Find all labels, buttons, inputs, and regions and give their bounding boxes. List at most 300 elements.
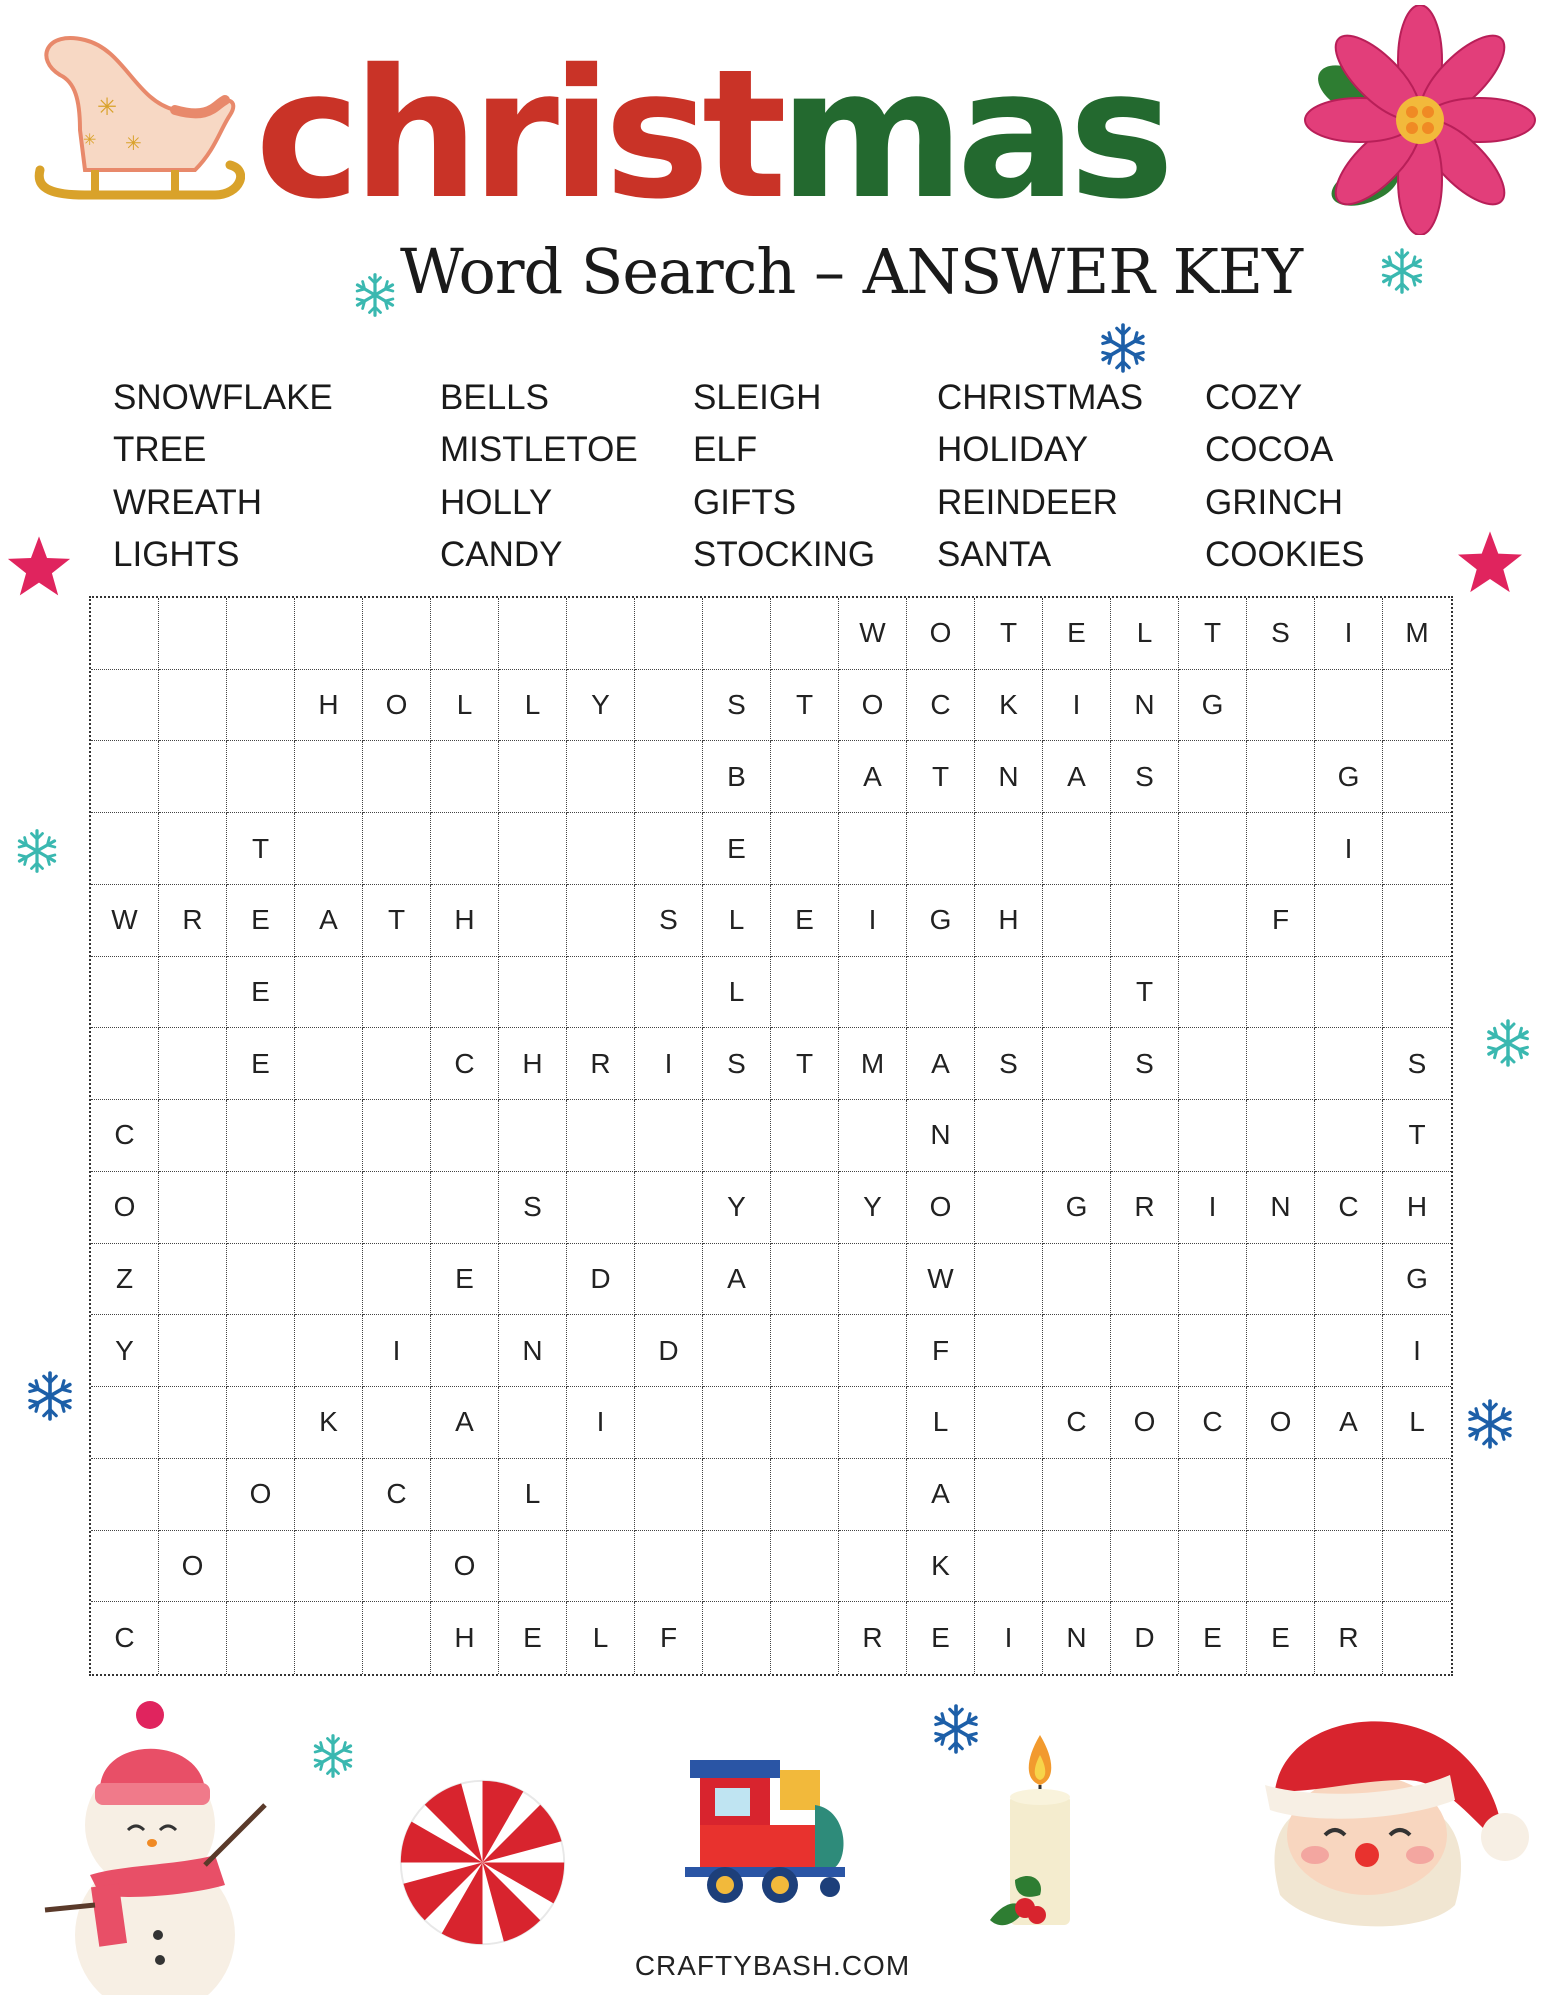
grid-cell — [1315, 1459, 1383, 1531]
grid-cell — [635, 1531, 703, 1603]
word-search-grid — [89, 596, 1453, 1676]
grid-cell: O — [1111, 1387, 1179, 1459]
grid-cell: C — [431, 1028, 499, 1100]
grid-cell — [159, 670, 227, 742]
grid-cell — [771, 1459, 839, 1531]
grid-cell: A — [839, 741, 907, 813]
grid-cell — [91, 598, 159, 670]
grid-cell — [1383, 670, 1451, 742]
grid-cell — [1247, 1459, 1315, 1531]
grid-cell: B — [703, 741, 771, 813]
grid-cell: R — [159, 885, 227, 957]
grid-cell — [1247, 1100, 1315, 1172]
grid-cell — [907, 813, 975, 885]
grid-cell: R — [839, 1602, 907, 1674]
grid-cell — [295, 1531, 363, 1603]
grid-cell — [1111, 885, 1179, 957]
word-list-item: COZY — [1205, 378, 1303, 417]
grid-cell — [771, 1387, 839, 1459]
grid-cell — [771, 741, 839, 813]
grid-cell — [839, 957, 907, 1029]
grid-cell — [975, 1531, 1043, 1603]
grid-cell: I — [363, 1315, 431, 1387]
grid-cell — [1247, 1244, 1315, 1316]
grid-cell: R — [1315, 1602, 1383, 1674]
grid-cell: K — [907, 1531, 975, 1603]
grid-cell — [635, 813, 703, 885]
grid-cell: E — [227, 1028, 295, 1100]
grid-cell: K — [975, 670, 1043, 742]
grid-cell — [295, 813, 363, 885]
grid-cell — [1111, 1244, 1179, 1316]
grid-cell — [1383, 813, 1451, 885]
grid-cell — [907, 957, 975, 1029]
grid-cell — [1179, 1100, 1247, 1172]
grid-cell: A — [295, 885, 363, 957]
grid-cell — [635, 1459, 703, 1531]
santa-face-icon — [1255, 1705, 1545, 1935]
grid-cell — [1179, 1315, 1247, 1387]
grid-cell — [159, 1244, 227, 1316]
grid-cell — [567, 1531, 635, 1603]
grid-cell — [227, 670, 295, 742]
grid-cell — [975, 957, 1043, 1029]
grid-cell: N — [1111, 670, 1179, 742]
grid-cell: O — [839, 670, 907, 742]
peppermint-candy-icon — [395, 1775, 570, 1950]
grid-cell — [1111, 1100, 1179, 1172]
grid-cell — [91, 741, 159, 813]
svg-text:✳: ✳ — [83, 132, 97, 149]
grid-cell: W — [839, 598, 907, 670]
grid-cell: M — [839, 1028, 907, 1100]
grid-cell — [771, 1315, 839, 1387]
grid-cell: Y — [839, 1172, 907, 1244]
grid-cell — [295, 1100, 363, 1172]
grid-cell — [1043, 1531, 1111, 1603]
grid-cell: I — [975, 1602, 1043, 1674]
grid-cell — [1043, 1100, 1111, 1172]
grid-cell — [1315, 1531, 1383, 1603]
grid-cell: I — [567, 1387, 635, 1459]
grid-cell — [771, 1100, 839, 1172]
grid-cell — [363, 598, 431, 670]
word-list-item: LIGHTS — [113, 535, 240, 574]
grid-cell: L — [431, 670, 499, 742]
grid-cell — [1043, 1028, 1111, 1100]
grid-cell — [1179, 1028, 1247, 1100]
grid-cell: S — [1247, 598, 1315, 670]
grid-cell: S — [1111, 741, 1179, 813]
snowflake-icon — [1464, 1398, 1516, 1450]
poinsettia-icon — [1300, 5, 1540, 235]
grid-cell — [499, 1244, 567, 1316]
grid-cell: H — [1383, 1172, 1451, 1244]
grid-cell: E — [227, 885, 295, 957]
grid-cell — [703, 1315, 771, 1387]
grid-cell — [363, 1100, 431, 1172]
grid-cell: L — [1111, 598, 1179, 670]
grid-cell: I — [1315, 813, 1383, 885]
grid-cell: A — [907, 1028, 975, 1100]
grid-cell — [975, 813, 1043, 885]
word-list-item: COOKIES — [1205, 535, 1365, 574]
grid-cell: O — [1247, 1387, 1315, 1459]
word-list-item: SANTA — [937, 535, 1052, 574]
grid-cell: K — [295, 1387, 363, 1459]
grid-cell — [567, 1315, 635, 1387]
grid-cell — [635, 1244, 703, 1316]
grid-cell — [567, 1172, 635, 1244]
grid-cell — [91, 1531, 159, 1603]
grid-cell — [431, 1459, 499, 1531]
title-christ: christ — [255, 31, 780, 238]
grid-cell — [91, 957, 159, 1029]
snowflake-icon — [930, 1703, 982, 1755]
grid-cell: G — [1043, 1172, 1111, 1244]
grid-cell: E — [1043, 598, 1111, 670]
star-icon — [1455, 530, 1525, 600]
grid-cell — [91, 813, 159, 885]
word-list-item: REINDEER — [937, 483, 1118, 522]
grid-cell: L — [1383, 1387, 1451, 1459]
word-list-item: STOCKING — [693, 535, 876, 574]
grid-cell — [295, 957, 363, 1029]
grid-cell: G — [1383, 1244, 1451, 1316]
grid-cell — [975, 1387, 1043, 1459]
grid-cell: W — [907, 1244, 975, 1316]
grid-cell — [1315, 670, 1383, 742]
grid-cell — [159, 1602, 227, 1674]
grid-cell: Z — [91, 1244, 159, 1316]
grid-cell: E — [771, 885, 839, 957]
grid-cell — [499, 1100, 567, 1172]
word-list-item: GRINCH — [1205, 483, 1344, 522]
grid-cell: S — [499, 1172, 567, 1244]
grid-cell — [975, 1244, 1043, 1316]
grid-cell — [363, 813, 431, 885]
grid-cell: L — [499, 670, 567, 742]
grid-cell — [1247, 957, 1315, 1029]
word-list-item: BELLS — [440, 378, 549, 417]
grid-cell: G — [1315, 741, 1383, 813]
grid-cell: S — [703, 1028, 771, 1100]
grid-cell: N — [499, 1315, 567, 1387]
grid-cell — [91, 1387, 159, 1459]
grid-cell: E — [907, 1602, 975, 1674]
grid-cell: L — [567, 1602, 635, 1674]
grid-cell: E — [1247, 1602, 1315, 1674]
grid-cell — [703, 1602, 771, 1674]
grid-cell — [159, 813, 227, 885]
svg-text:✳: ✳ — [97, 94, 118, 121]
grid-cell — [159, 957, 227, 1029]
grid-cell — [227, 1244, 295, 1316]
grid-cell — [363, 1172, 431, 1244]
grid-cell: T — [227, 813, 295, 885]
grid-cell: C — [363, 1459, 431, 1531]
grid-cell — [839, 1244, 907, 1316]
grid-cell: O — [907, 598, 975, 670]
grid-cell — [635, 598, 703, 670]
grid-cell — [703, 1531, 771, 1603]
grid-cell — [431, 598, 499, 670]
grid-cell — [295, 1459, 363, 1531]
grid-cell — [839, 1387, 907, 1459]
snowflake-icon — [1378, 247, 1426, 295]
grid-cell — [295, 1244, 363, 1316]
grid-cell — [1247, 670, 1315, 742]
grid-cell — [1383, 1459, 1451, 1531]
grid-cell — [159, 1172, 227, 1244]
grid-cell — [159, 1028, 227, 1100]
word-list-item: CANDY — [440, 535, 563, 574]
grid-cell — [975, 1172, 1043, 1244]
grid-cell — [567, 1100, 635, 1172]
grid-cell — [567, 741, 635, 813]
grid-cell: L — [703, 885, 771, 957]
grid-cell — [635, 1100, 703, 1172]
grid-cell: C — [91, 1100, 159, 1172]
word-list-item: GIFTS — [693, 483, 797, 522]
grid-cell — [295, 1315, 363, 1387]
grid-cell — [295, 1028, 363, 1100]
grid-cell: O — [91, 1172, 159, 1244]
grid-cell — [1179, 885, 1247, 957]
grid-cell: I — [839, 885, 907, 957]
grid-cell: F — [907, 1315, 975, 1387]
grid-cell — [635, 1172, 703, 1244]
grid-cell — [499, 813, 567, 885]
word-list-item: ELF — [693, 430, 758, 469]
grid-cell — [1179, 1244, 1247, 1316]
grid-cell: S — [975, 1028, 1043, 1100]
grid-cell: A — [907, 1459, 975, 1531]
grid-cell — [771, 813, 839, 885]
word-list-item: SLEIGH — [693, 378, 822, 417]
word-list-item: TREE — [113, 430, 207, 469]
grid-cell: N — [975, 741, 1043, 813]
grid-cell: R — [1111, 1172, 1179, 1244]
grid-cell: T — [1111, 957, 1179, 1029]
grid-cell — [227, 1172, 295, 1244]
grid-cell — [1111, 1315, 1179, 1387]
grid-cell — [295, 598, 363, 670]
grid-cell: T — [907, 741, 975, 813]
grid-cell: H — [975, 885, 1043, 957]
grid-cell — [1315, 1244, 1383, 1316]
grid-cell: F — [1247, 885, 1315, 957]
grid-cell — [227, 1315, 295, 1387]
grid-cell: C — [907, 670, 975, 742]
title-mas: mas — [779, 31, 1167, 238]
snowflake-icon — [1097, 322, 1149, 374]
grid-cell — [975, 1459, 1043, 1531]
grid-cell: S — [703, 670, 771, 742]
grid-cell — [1247, 1315, 1315, 1387]
grid-cell — [771, 598, 839, 670]
grid-cell — [1315, 885, 1383, 957]
grid-cell — [635, 957, 703, 1029]
grid-cell — [771, 1602, 839, 1674]
grid-cell — [363, 1244, 431, 1316]
grid-cell — [159, 1387, 227, 1459]
grid-cell — [499, 741, 567, 813]
grid-cell: A — [1043, 741, 1111, 813]
grid-cell — [567, 957, 635, 1029]
grid-cell: C — [1179, 1387, 1247, 1459]
grid-cell — [1247, 741, 1315, 813]
grid-cell — [227, 1531, 295, 1603]
snowflake-icon — [352, 272, 398, 318]
grid-cell: L — [907, 1387, 975, 1459]
grid-cell — [295, 741, 363, 813]
grid-cell — [771, 1244, 839, 1316]
grid-cell: E — [227, 957, 295, 1029]
grid-cell — [1315, 1315, 1383, 1387]
grid-cell: A — [703, 1244, 771, 1316]
grid-cell: E — [703, 813, 771, 885]
grid-cell: H — [431, 885, 499, 957]
grid-cell — [159, 1459, 227, 1531]
grid-cell — [839, 1315, 907, 1387]
grid-cell: L — [703, 957, 771, 1029]
grid-cell: A — [1315, 1387, 1383, 1459]
grid-cell: M — [1383, 598, 1451, 670]
grid-cell: I — [1179, 1172, 1247, 1244]
grid-cell: R — [567, 1028, 635, 1100]
grid-cell — [1111, 1459, 1179, 1531]
grid-cell — [1179, 741, 1247, 813]
grid-cell — [363, 741, 431, 813]
grid-cell: T — [771, 670, 839, 742]
grid-cell: G — [1179, 670, 1247, 742]
grid-cell — [227, 1387, 295, 1459]
grid-cell — [703, 1459, 771, 1531]
grid-cell — [1043, 1459, 1111, 1531]
grid-cell — [839, 1459, 907, 1531]
grid-cell — [227, 1602, 295, 1674]
grid-cell: D — [635, 1315, 703, 1387]
grid-cell: E — [431, 1244, 499, 1316]
grid-cell — [363, 1028, 431, 1100]
grid-cell — [295, 1602, 363, 1674]
grid-cell: C — [1315, 1172, 1383, 1244]
grid-cell: Y — [703, 1172, 771, 1244]
grid-cell — [91, 1028, 159, 1100]
grid-cell: T — [1179, 598, 1247, 670]
grid-cell — [1179, 1459, 1247, 1531]
star-icon — [5, 535, 73, 603]
grid-cell — [227, 1100, 295, 1172]
grid-cell — [839, 1531, 907, 1603]
grid-cell — [227, 741, 295, 813]
grid-cell — [1247, 1531, 1315, 1603]
grid-cell: I — [1043, 670, 1111, 742]
grid-cell: S — [1111, 1028, 1179, 1100]
snowflake-icon — [24, 1370, 76, 1422]
grid-cell: T — [363, 885, 431, 957]
grid-cell — [839, 813, 907, 885]
grid-cell: A — [431, 1387, 499, 1459]
grid-cell: G — [907, 885, 975, 957]
word-list-item: COCOA — [1205, 430, 1334, 469]
grid-cell — [1043, 885, 1111, 957]
grid-cell — [499, 885, 567, 957]
grid-cell: T — [1383, 1100, 1451, 1172]
grid-cell — [1043, 813, 1111, 885]
grid-cell — [1043, 1244, 1111, 1316]
grid-cell — [1179, 813, 1247, 885]
grid-cell — [1247, 813, 1315, 885]
grid-cell: C — [91, 1602, 159, 1674]
word-list-item: SNOWFLAKE — [113, 378, 333, 417]
snowflake-icon — [14, 828, 60, 874]
grid-cell — [227, 598, 295, 670]
grid-cell — [1383, 1602, 1451, 1674]
grid-cell — [91, 1459, 159, 1531]
grid-cell — [91, 670, 159, 742]
grid-cell — [363, 1387, 431, 1459]
grid-cell — [499, 1387, 567, 1459]
grid-cell — [1315, 957, 1383, 1029]
grid-cell — [567, 813, 635, 885]
grid-cell — [1247, 1028, 1315, 1100]
grid-cell — [703, 1387, 771, 1459]
grid-cell: S — [1383, 1028, 1451, 1100]
grid-cell — [635, 741, 703, 813]
grid-cell: O — [431, 1531, 499, 1603]
word-list-item: CHRISTMAS — [937, 378, 1144, 417]
grid-cell: O — [159, 1531, 227, 1603]
grid-cell: H — [499, 1028, 567, 1100]
grid-cell: I — [1383, 1315, 1451, 1387]
grid-cell: E — [1179, 1602, 1247, 1674]
grid-cell — [703, 598, 771, 670]
grid-cell — [975, 1315, 1043, 1387]
grid-cell — [839, 1100, 907, 1172]
word-list-item: WREATH — [113, 483, 263, 522]
grid-cell — [431, 813, 499, 885]
grid-cell: Y — [91, 1315, 159, 1387]
word-list-item: MISTLETOE — [440, 430, 638, 469]
grid-cell — [1383, 957, 1451, 1029]
grid-cell — [159, 598, 227, 670]
snowflake-icon — [1483, 1018, 1533, 1068]
grid-cell: O — [227, 1459, 295, 1531]
word-list-item: HOLLY — [440, 483, 553, 522]
candle-icon — [985, 1730, 1100, 1930]
grid-cell — [159, 741, 227, 813]
grid-cell — [431, 1100, 499, 1172]
grid-cell: O — [363, 670, 431, 742]
grid-cell — [771, 1531, 839, 1603]
grid-cell — [1043, 957, 1111, 1029]
grid-cell: E — [499, 1602, 567, 1674]
grid-cell — [1383, 741, 1451, 813]
grid-cell: S — [635, 885, 703, 957]
grid-cell — [431, 1315, 499, 1387]
sleigh-icon — [25, 20, 245, 220]
grid-cell: T — [771, 1028, 839, 1100]
grid-cell — [159, 1315, 227, 1387]
grid-cell — [703, 1100, 771, 1172]
grid-cell: C — [1043, 1387, 1111, 1459]
grid-cell — [431, 957, 499, 1029]
grid-cell — [363, 1602, 431, 1674]
grid-cell — [1383, 1531, 1451, 1603]
grid-cell — [567, 1459, 635, 1531]
